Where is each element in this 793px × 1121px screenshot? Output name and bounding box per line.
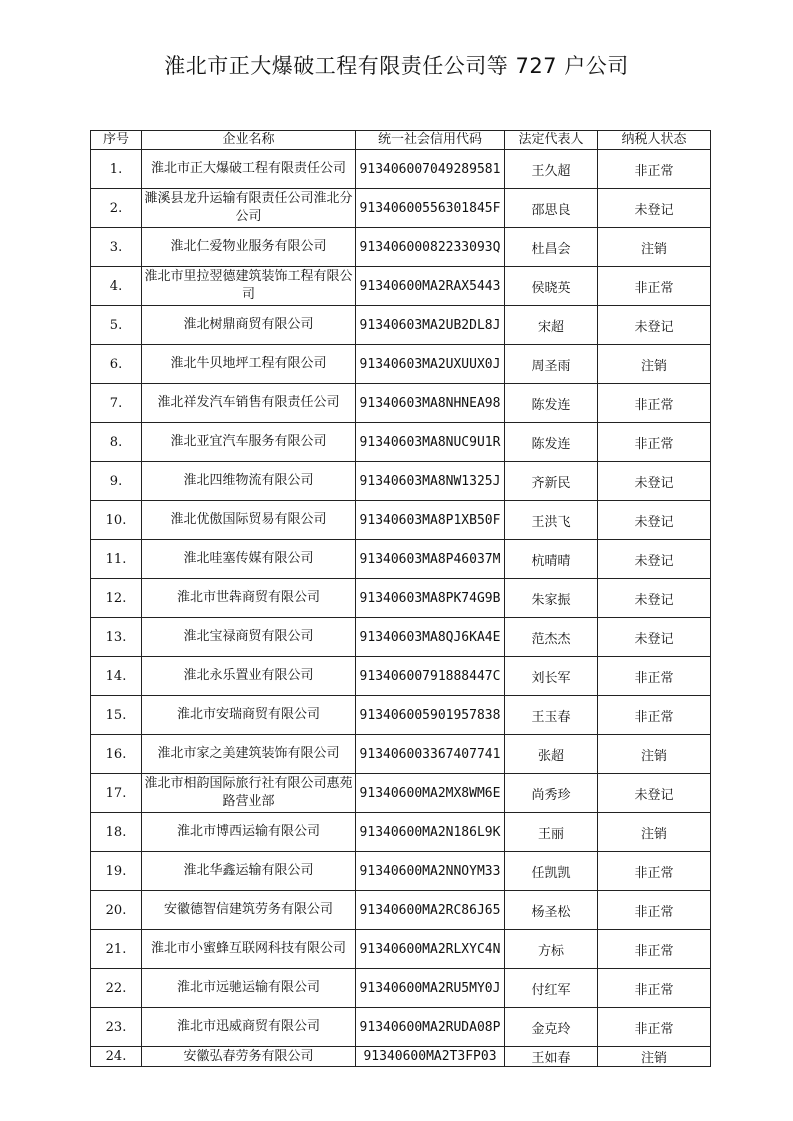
row-legal-rep: 刘长军 — [505, 657, 598, 696]
table-header-row — [91, 131, 711, 150]
row-credit-code: 91340600MA2MX8WM6E — [356, 774, 505, 813]
row-seq: 14. — [91, 657, 142, 696]
table-row — [91, 384, 711, 423]
row-legal-rep: 范杰杰 — [505, 618, 598, 657]
row-credit-code: 913406007049289581 — [356, 150, 505, 189]
row-tax-status: 非正常 — [598, 657, 711, 696]
row-seq: 10. — [91, 501, 142, 540]
row-credit-code: 91340603MA8P46037M — [356, 540, 505, 579]
header-tax-status: 纳税人状态 — [598, 131, 711, 150]
row-tax-status: 未登记 — [598, 774, 711, 813]
row-legal-rep: 付红军 — [505, 969, 598, 1008]
row-legal-rep: 杭晴晴 — [505, 540, 598, 579]
row-tax-status: 非正常 — [598, 969, 711, 1008]
row-seq: 17. — [91, 774, 142, 813]
table-row — [91, 345, 711, 384]
row-tax-status: 非正常 — [598, 852, 711, 891]
row-credit-code: 91340603MA2UXUUX0J — [356, 345, 505, 384]
row-seq: 13. — [91, 618, 142, 657]
row-seq: 9. — [91, 462, 142, 501]
row-tax-status: 非正常 — [598, 1008, 711, 1047]
row-credit-code: 913406003367407741 — [356, 735, 505, 774]
table-row — [91, 189, 711, 228]
row-tax-status: 非正常 — [598, 384, 711, 423]
row-seq: 5. — [91, 306, 142, 345]
row-tax-status: 非正常 — [598, 423, 711, 462]
table-row — [91, 618, 711, 657]
row-tax-status: 注销 — [598, 345, 711, 384]
row-tax-status: 未登记 — [598, 540, 711, 579]
row-credit-code: 91340600MA2NNOYM33 — [356, 852, 505, 891]
row-company-name: 淮北市博西运输有限公司 — [142, 813, 356, 852]
row-seq: 12. — [91, 579, 142, 618]
row-credit-code: 91340600MA2N186L9K — [356, 813, 505, 852]
table-row — [91, 735, 711, 774]
row-legal-rep: 王玉春 — [505, 696, 598, 735]
row-legal-rep: 朱家振 — [505, 579, 598, 618]
row-seq: 23. — [91, 1008, 142, 1047]
row-seq: 20. — [91, 891, 142, 930]
row-tax-status: 未登记 — [598, 306, 711, 345]
row-tax-status: 注销 — [598, 813, 711, 852]
row-seq: 16. — [91, 735, 142, 774]
row-seq: 18. — [91, 813, 142, 852]
row-legal-rep: 杨圣松 — [505, 891, 598, 930]
table-row — [91, 930, 711, 969]
row-tax-status: 未登记 — [598, 189, 711, 228]
row-legal-rep: 侯晓英 — [505, 267, 598, 306]
row-company-name: 淮北华鑫运输有限公司 — [142, 852, 356, 891]
row-company-name: 淮北市世犇商贸有限公司 — [142, 579, 356, 618]
row-credit-code: 91340600MA2RAX5443 — [356, 267, 505, 306]
row-company-name: 濉溪县龙升运输有限责任公司淮北分公司 — [142, 189, 356, 228]
row-legal-rep: 齐新民 — [505, 462, 598, 501]
company-table — [90, 130, 711, 1067]
row-seq: 6. — [91, 345, 142, 384]
row-company-name: 安徽弘春劳务有限公司 — [142, 1047, 356, 1067]
row-legal-rep: 王洪飞 — [505, 501, 598, 540]
row-seq: 4. — [91, 267, 142, 306]
row-tax-status: 注销 — [598, 1047, 711, 1067]
row-company-name: 淮北市相韵国际旅行社有限公司惠苑路营业部 — [142, 774, 356, 813]
row-company-name: 淮北仁爱物业服务有限公司 — [142, 228, 356, 267]
row-legal-rep: 王久超 — [505, 150, 598, 189]
table-row — [91, 228, 711, 267]
row-legal-rep: 宋超 — [505, 306, 598, 345]
row-credit-code: 913406005901957838 — [356, 696, 505, 735]
row-credit-code: 91340603MA8QJ6KA4E — [356, 618, 505, 657]
table-row — [91, 852, 711, 891]
table-row — [91, 969, 711, 1008]
table-row — [91, 540, 711, 579]
row-seq: 22. — [91, 969, 142, 1008]
row-credit-code: 91340600791888447C — [356, 657, 505, 696]
table-row — [91, 306, 711, 345]
table-row — [91, 150, 711, 189]
row-credit-code: 91340600MA2RUDA08P — [356, 1008, 505, 1047]
row-tax-status: 未登记 — [598, 579, 711, 618]
page-title: 淮北市正大爆破工程有限责任公司等 727 户公司 — [164, 54, 629, 78]
row-credit-code: 91340603MA8NUC9U1R — [356, 423, 505, 462]
table-row — [91, 423, 711, 462]
header-credit-code: 统一社会信用代码 — [356, 131, 505, 150]
header-legal-rep: 法定代表人 — [505, 131, 598, 150]
row-credit-code: 91340603MA8PK74G9B — [356, 579, 505, 618]
row-tax-status: 非正常 — [598, 267, 711, 306]
row-seq: 3. — [91, 228, 142, 267]
table-row — [91, 774, 711, 813]
row-credit-code: 91340603MA2UB2DL8J — [356, 306, 505, 345]
row-legal-rep: 任凯凯 — [505, 852, 598, 891]
row-company-name: 淮北优傲国际贸易有限公司 — [142, 501, 356, 540]
row-seq: 19. — [91, 852, 142, 891]
row-company-name: 淮北市正大爆破工程有限责任公司 — [142, 150, 356, 189]
row-company-name: 淮北市迅威商贸有限公司 — [142, 1008, 356, 1047]
row-legal-rep: 邵思良 — [505, 189, 598, 228]
row-credit-code: 91340600MA2RC86J65 — [356, 891, 505, 930]
row-credit-code: 91340600082233093Q — [356, 228, 505, 267]
row-legal-rep: 陈发连 — [505, 423, 598, 462]
row-company-name: 淮北牛贝地坪工程有限公司 — [142, 345, 356, 384]
row-credit-code: 91340600MA2T3FP03 — [356, 1047, 505, 1067]
row-legal-rep: 张超 — [505, 735, 598, 774]
row-seq: 21. — [91, 930, 142, 969]
row-tax-status: 未登记 — [598, 462, 711, 501]
row-seq: 7. — [91, 384, 142, 423]
row-seq: 24. — [91, 1047, 142, 1067]
table-row — [91, 579, 711, 618]
table-row — [91, 462, 711, 501]
row-legal-rep: 杜昌会 — [505, 228, 598, 267]
table-row — [91, 696, 711, 735]
table-row — [91, 1008, 711, 1047]
row-legal-rep: 尚秀珍 — [505, 774, 598, 813]
row-tax-status: 未登记 — [598, 618, 711, 657]
row-seq: 15. — [91, 696, 142, 735]
row-company-name: 淮北永乐置业有限公司 — [142, 657, 356, 696]
row-company-name: 淮北哇塞传媒有限公司 — [142, 540, 356, 579]
row-legal-rep: 方标 — [505, 930, 598, 969]
table-body — [91, 150, 711, 1067]
row-company-name: 淮北市安瑞商贸有限公司 — [142, 696, 356, 735]
row-company-name: 淮北亚宜汽车服务有限公司 — [142, 423, 356, 462]
row-tax-status: 未登记 — [598, 501, 711, 540]
row-company-name: 淮北市里拉翌德建筑装饰工程有限公司 — [142, 267, 356, 306]
row-credit-code: 91340603MA8P1XB50F — [356, 501, 505, 540]
row-credit-code: 91340600MA2RLXYC4N — [356, 930, 505, 969]
row-credit-code: 91340603MA8NHNEA98 — [356, 384, 505, 423]
row-tax-status: 注销 — [598, 228, 711, 267]
row-legal-rep: 陈发连 — [505, 384, 598, 423]
row-credit-code: 91340600MA2RU5MY0J — [356, 969, 505, 1008]
row-legal-rep: 王丽 — [505, 813, 598, 852]
row-seq: 2. — [91, 189, 142, 228]
row-company-name: 淮北市小蜜蜂互联网科技有限公司 — [142, 930, 356, 969]
table-row — [91, 891, 711, 930]
row-legal-rep: 王如春 — [505, 1047, 598, 1067]
table-row — [91, 501, 711, 540]
row-legal-rep: 金克玲 — [505, 1008, 598, 1047]
row-seq: 8. — [91, 423, 142, 462]
row-company-name: 安徽德智信建筑劳务有限公司 — [142, 891, 356, 930]
row-tax-status: 非正常 — [598, 150, 711, 189]
table-row — [91, 657, 711, 696]
row-tax-status: 非正常 — [598, 891, 711, 930]
table-row — [91, 1047, 711, 1067]
row-credit-code: 91340600556301845F — [356, 189, 505, 228]
header-seq: 序号 — [91, 131, 142, 150]
table-row — [91, 813, 711, 852]
row-company-name: 淮北树鼎商贸有限公司 — [142, 306, 356, 345]
row-tax-status: 非正常 — [598, 696, 711, 735]
table-row — [91, 267, 711, 306]
header-company-name: 企业名称 — [142, 131, 356, 150]
row-company-name: 淮北宝禄商贸有限公司 — [142, 618, 356, 657]
row-legal-rep: 周圣雨 — [505, 345, 598, 384]
row-seq: 1. — [91, 150, 142, 189]
row-company-name: 淮北市远驰运输有限公司 — [142, 969, 356, 1008]
row-seq: 11. — [91, 540, 142, 579]
row-credit-code: 91340603MA8NW1325J — [356, 462, 505, 501]
row-company-name: 淮北祥发汽车销售有限责任公司 — [142, 384, 356, 423]
row-tax-status: 非正常 — [598, 930, 711, 969]
row-company-name: 淮北市家之美建筑装饰有限公司 — [142, 735, 356, 774]
row-company-name: 淮北四维物流有限公司 — [142, 462, 356, 501]
row-tax-status: 注销 — [598, 735, 711, 774]
